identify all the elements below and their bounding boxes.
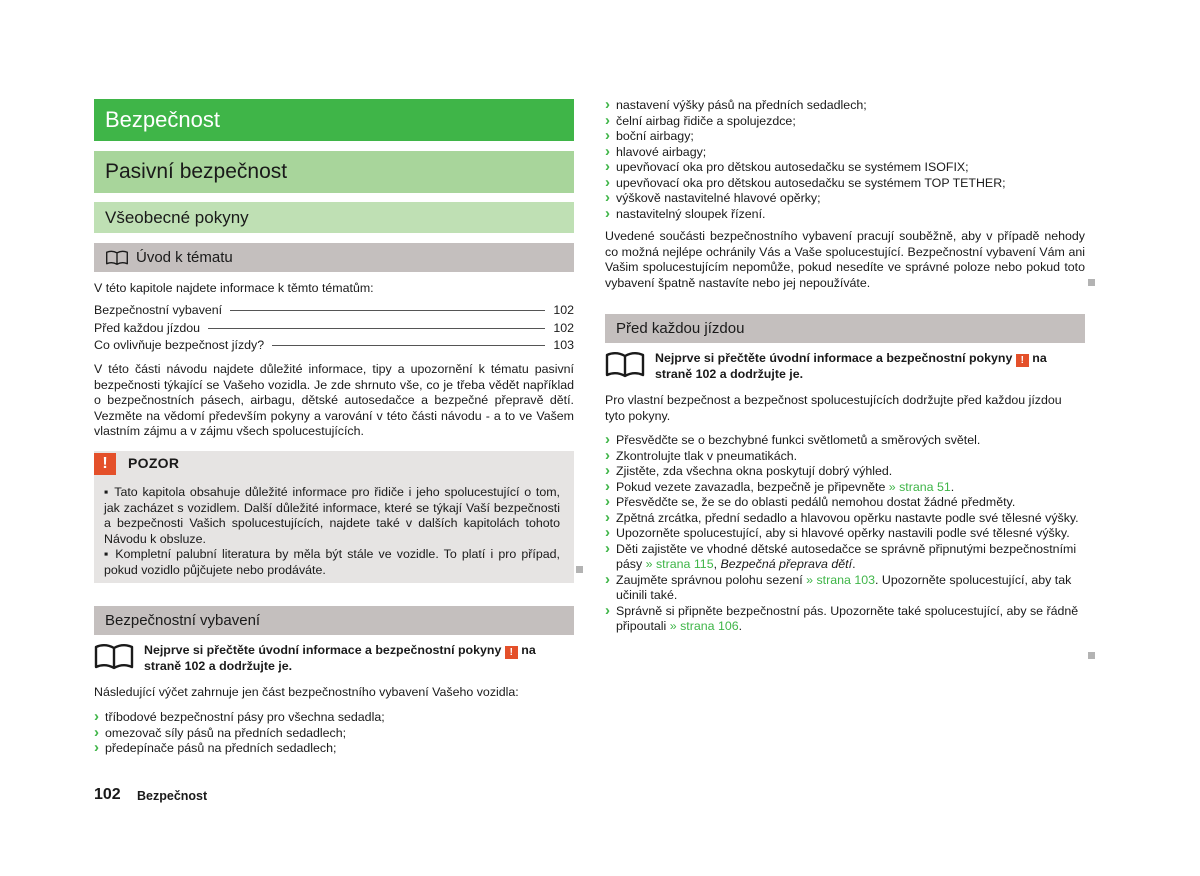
list-item: › výškově nastavitelné hlavové opěrky;	[605, 191, 1085, 207]
topic-title: Úvod k tématu	[136, 249, 233, 266]
equipment-list-left	[94, 710, 574, 757]
warning-item: ▪ Kompletní palubní literatura by měla být stále ve vozidle. To platí i pro případ, pokud vozidlo půjčujete nebo prodáváte.	[104, 547, 560, 577]
warning-body	[104, 485, 560, 578]
list-item: › čelní airbag řidiče a spolujezdce;	[605, 114, 1085, 130]
section-end-mark	[1088, 652, 1095, 659]
toc-label: Co ovlivňuje bezpečnost jízdy?	[94, 338, 265, 352]
exclamation-icon: !	[505, 646, 518, 659]
list-item: › upevňovací oka pro dětskou autosedačku se systémem TOP TETHER;	[605, 176, 1085, 192]
list-item: › Zjistěte, zda všechna okna poskytují dobrý výhled.	[605, 464, 1085, 480]
list-item: › Upozorněte spolucestující, aby si hlavové opěrky nastavili podle své tělesné výšky.	[605, 526, 1085, 542]
toc-page: 102	[553, 320, 574, 335]
topic-heading	[94, 243, 574, 272]
list-item: › tříbodové bezpečnostní pásy pro všechna sedadla;	[94, 710, 574, 726]
page-link[interactable]: » strana 103	[806, 572, 875, 587]
subsection-heading	[94, 202, 574, 233]
equipment-heading	[94, 606, 574, 635]
list-item: › hlavové airbagy;	[605, 145, 1085, 161]
toc-label: Před každou jízdou	[94, 320, 201, 335]
section-title: Pasivní bezpečnost	[105, 160, 288, 183]
before-title: Před každou jízdou	[616, 320, 745, 337]
list-item: › Přesvědčte se o bezchybné funkci světlometů a směrových světel.	[605, 433, 1085, 449]
warning-title: POZOR	[128, 455, 180, 471]
list-item: › Pokud vezete zavazadla, bezpečně je připevněte » strana 51.	[605, 480, 1085, 496]
toc-leader	[230, 310, 545, 311]
section-heading	[94, 151, 574, 193]
list-item: › Zkontrolujte tlak v pneumatikách.	[605, 449, 1085, 465]
equipment-list-right	[605, 98, 1085, 222]
section-end-mark	[576, 566, 583, 573]
equipment-lead: Následující výčet zahrnuje jen část bezpečnostního vybavení Vašeho vozidla:	[94, 685, 519, 699]
note-text: Nejprve si přečtěte úvodní informace a bezpečnostní pokyny ! na straně 102 a dodržujte je.	[655, 351, 1047, 381]
note-text: Nejprve si přečtěte úvodní informace a bezpečnostní pokyny ! na straně 102 a dodržujte je.	[144, 643, 536, 673]
list-item: › boční airbagy;	[605, 129, 1085, 145]
equipment-title: Bezpečnostní vybavení	[105, 612, 261, 629]
toc-label: Bezpečnostní vybavení	[94, 303, 223, 317]
page-link[interactable]: » strana 115	[645, 557, 714, 571]
book-icon	[105, 250, 129, 266]
page-number: 102	[94, 786, 121, 803]
table-of-contents	[94, 303, 574, 356]
subsection-title: Všeobecné pokyny	[105, 207, 249, 227]
toc-row[interactable]	[94, 338, 574, 356]
page-link[interactable]: » strana 51	[888, 479, 951, 494]
before-heading	[605, 314, 1085, 343]
toc-page: 103	[553, 338, 574, 352]
book-icon	[605, 351, 645, 379]
page-link[interactable]: » strana 106	[669, 619, 739, 633]
list-item: › Zaujměte správnou polohu sezení » strana 103. Upozorněte spolucestující, aby tak učinili také.	[605, 573, 1085, 604]
equipment-paragraph: Uvedené součásti bezpečnostního vybavení pracují souběžně, aby v případě nehody co možná nejlépe ochránily Vás a Vaše spolucestující. Bezpečnostní vybavení Vám ani Vašim spolucestujícím nepomůže, pokud nesedíte ve správné poloze nebo pokud toto vybavení špatně nastavíte nebo jej nepoužíváte.	[605, 229, 1085, 290]
toc-row[interactable]	[94, 303, 574, 321]
list-item: › nastavení výšky pásů na předních sedadlech;	[605, 98, 1085, 114]
list-item: › Zpětná zrcátka, přední sedadlo a hlavovou opěrku nastavte podle své tělesné výšky.	[605, 511, 1085, 527]
before-lead: Pro vlastní bezpečnost a bezpečnost spolucestujících dodržujte před každou jízdou tyto pokyny.	[605, 393, 1062, 423]
toc-leader	[272, 345, 545, 346]
list-item: › předepínače pásů na předních sedadlech;	[94, 741, 574, 757]
toc-row[interactable]	[94, 321, 574, 339]
exclamation-icon: !	[1016, 354, 1029, 367]
list-item: › Správně si připněte bezpečnostní pás. Upozorněte také spolucestující, aby se řádně připoutali » strana 106.	[605, 604, 1085, 635]
toc-leader	[208, 328, 545, 329]
chapter-heading	[94, 99, 574, 141]
list-item: › omezovač síly pásů na předních sedadlech;	[94, 726, 574, 742]
chapter-title: Bezpečnost	[105, 107, 220, 132]
intro-paragraph: V této části návodu najdete důležité informace, tipy a upozornění k tématu pasivní bezpečnosti týkající se Vašeho vozidla. Je zde shrnuto vše, co je třeba vědět například o bezpečnostních pásech, airbagu, dětské autosedačce a bezpečné přepravě dětí. Vezměte na vědomí především pokyny a varování v této části návodu - a to ve Vašem vlastním zájmu a v zájmu všech spolucestujících.	[94, 362, 574, 438]
list-item: › nastavitelný sloupek řízení.	[605, 207, 1085, 223]
intro-lead: V této kapitole najdete informace k těmto tématům:	[94, 281, 374, 295]
book-icon	[94, 643, 134, 671]
warning-item: ▪ Tato kapitola obsahuje důležité informace pro řidiče i jeho spolucestující o tom, jak zacházet s vozidlem. Další důležité informace, které se týkají Vaší bezpečnosti a bezpečnosti Vašich spolucestujících, najdete také v dalších kapitolách tohoto Návodu k obsluze.	[104, 485, 560, 546]
warning-box	[94, 451, 574, 583]
exclamation-icon: !	[94, 453, 116, 475]
list-item: › Děti zajistěte ve vhodné dětské autosedačce se správně připnutými bezpečnostními pásy » strana 115, Bezpečná přeprava dětí.	[605, 542, 1085, 573]
list-item: › upevňovací oka pro dětskou autosedačku se systémem ISOFIX;	[605, 160, 1085, 176]
before-list	[605, 433, 1085, 635]
footer-section: Bezpečnost	[137, 789, 208, 803]
list-item: › Přesvědčte se, že se do oblasti pedálů nemohou dostat žádné předměty.	[605, 495, 1085, 511]
toc-page: 102	[553, 303, 574, 317]
section-end-mark	[1088, 279, 1095, 286]
